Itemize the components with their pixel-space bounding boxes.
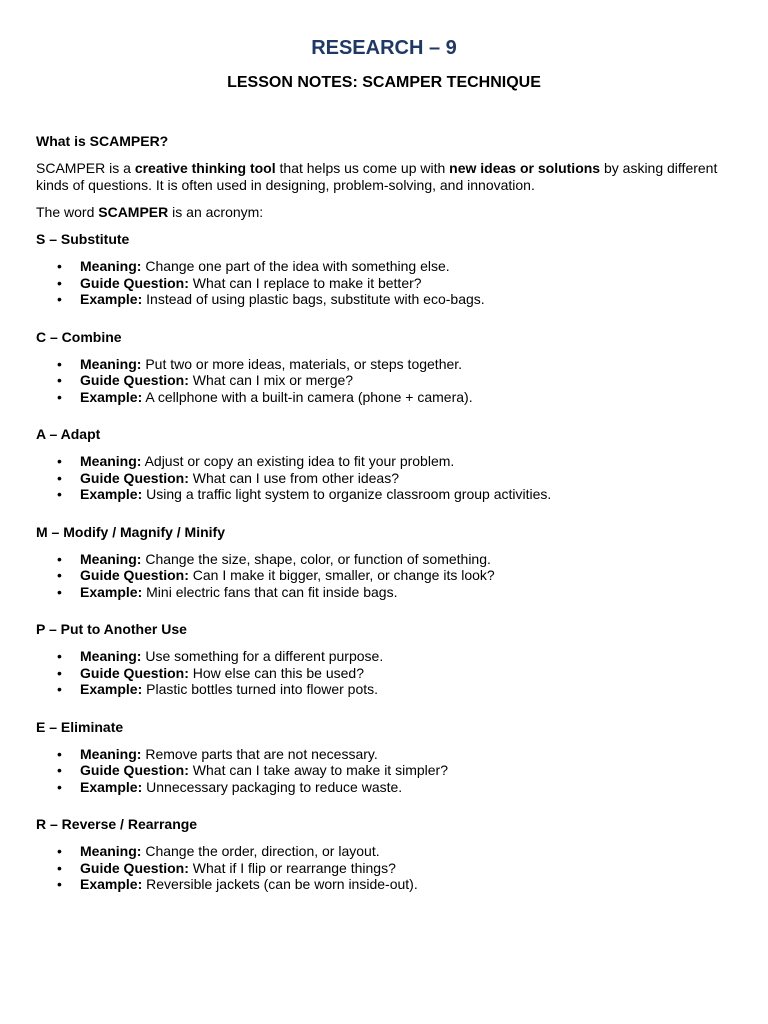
section-heading: M – Modify / Magnify / Minify: [36, 523, 225, 540]
scamper-section-c: [36, 329, 736, 406]
bullet-icon: •: [57, 859, 62, 876]
list-item-example: [36, 584, 736, 601]
list-item-guide-question: [36, 372, 736, 389]
item-label: Guide Question:: [80, 664, 189, 681]
item-text: How else can this be used?: [188, 664, 364, 681]
item-label: Meaning:: [80, 843, 142, 859]
scamper-section-s: [36, 231, 736, 308]
scamper-section-r: [36, 816, 736, 893]
bullet-icon: •: [57, 258, 62, 274]
item-label: Example:: [80, 291, 143, 307]
bullet-icon: •: [57, 567, 62, 583]
acronym-text: is an acronym:: [168, 204, 264, 220]
document-subtitle: LESSON NOTES: SCAMPER TECHNIQUE: [227, 74, 541, 91]
section-heading: R – Reverse / Rearrange: [36, 816, 198, 832]
item-text: What if I flip or rearrange things?: [188, 859, 396, 876]
bullet-list: [36, 453, 736, 503]
bullet-icon: •: [57, 778, 62, 795]
item-text: Change the order, direction, or layout.: [141, 843, 380, 859]
list-item-guide-question: [36, 275, 736, 292]
bullet-icon: •: [57, 372, 62, 388]
bullet-icon: •: [57, 583, 62, 600]
item-text: Remove parts that are not necessary.: [141, 745, 378, 762]
section-heading: P – Put to Another Use: [36, 621, 187, 637]
item-label: Meaning:: [80, 745, 142, 762]
acronym-text: The word: [36, 204, 99, 220]
item-label: Meaning:: [80, 258, 142, 274]
intro-heading: What is SCAMPER?: [36, 133, 169, 149]
item-text: What can I mix or merge?: [188, 372, 354, 388]
item-text: Plastic bottles turned into flower pots.: [142, 681, 379, 697]
item-label: Example:: [80, 876, 143, 892]
bullet-icon: •: [57, 388, 62, 405]
item-label: Guide Question:: [80, 567, 189, 583]
intro-text: by asking different kinds of questions. It is often used in designing, problem-solving, and innovation.: [36, 160, 718, 193]
bullet-icon: •: [57, 762, 62, 778]
section-heading: A – Adapt: [36, 426, 101, 442]
item-text: Mini electric fans that can fit inside bags.: [142, 583, 398, 600]
intro-bold-text: new ideas or solutions: [449, 160, 601, 176]
list-item-example: [36, 876, 736, 893]
item-text: Using a traffic light system to organize classroom group activities.: [142, 486, 552, 502]
list-item-guide-question: [36, 665, 736, 682]
bullet-icon: •: [57, 274, 62, 291]
intro-bold-text: creative thinking tool: [134, 160, 276, 176]
bullet-list: [36, 258, 736, 308]
item-text: Can I make it bigger, smaller, or change its look?: [188, 567, 495, 583]
item-label: Guide Question:: [80, 859, 189, 876]
bullet-icon: •: [57, 453, 62, 469]
item-label: Guide Question:: [80, 372, 189, 388]
section-heading: E – Eliminate: [36, 718, 124, 735]
scamper-section-e: [36, 719, 736, 796]
scamper-section-m: [36, 524, 736, 601]
list-item-meaning: [36, 648, 736, 665]
item-text: What can I use from other ideas?: [188, 469, 399, 486]
document-body: [36, 133, 736, 914]
bullet-icon: •: [57, 745, 62, 762]
bullet-list: [36, 843, 736, 893]
bullet-list: [36, 356, 736, 406]
item-label: Example:: [80, 486, 143, 502]
bullet-icon: •: [57, 469, 62, 486]
list-item-example: [36, 389, 736, 406]
bullet-list: [36, 551, 736, 601]
item-text: A cellphone with a built-in camera (phone + camera).: [142, 388, 473, 405]
scamper-section-a: [36, 426, 736, 503]
item-label: Example:: [80, 388, 143, 405]
list-item-example: [36, 486, 736, 503]
item-label: Example:: [80, 778, 143, 795]
item-label: Meaning:: [80, 550, 142, 567]
item-text: What can I take away to make it simpler?: [188, 762, 448, 778]
section-heading: C – Combine: [36, 328, 122, 345]
item-label: Guide Question:: [80, 762, 189, 778]
item-text: Change one part of the idea with something else.: [141, 258, 450, 274]
scamper-section-p: [36, 621, 736, 698]
item-label: Guide Question:: [80, 469, 189, 486]
bullet-list: [36, 648, 736, 698]
list-item-guide-question: [36, 860, 736, 877]
intro-paragraph: [36, 160, 736, 194]
intro-text: that helps us come up with: [275, 160, 450, 176]
item-text: Instead of using plastic bags, substitute with eco-bags.: [142, 291, 485, 307]
item-text: Reversible jackets (can be worn inside-out).: [142, 876, 418, 892]
bullet-icon: •: [57, 843, 62, 859]
bullet-icon: •: [57, 876, 62, 892]
bullet-icon: •: [57, 291, 62, 307]
section-heading: S – Substitute: [36, 231, 130, 247]
list-item-guide-question: [36, 567, 736, 584]
item-label: Meaning:: [80, 453, 142, 469]
item-label: Example:: [80, 583, 143, 600]
bullet-icon: •: [57, 681, 62, 697]
list-item-meaning: [36, 746, 736, 763]
bullet-list: [36, 746, 736, 796]
bullet-icon: •: [57, 550, 62, 567]
list-item-guide-question: [36, 470, 736, 487]
list-item-meaning: [36, 551, 736, 568]
bullet-icon: •: [57, 648, 62, 664]
acronym-paragraph: [36, 204, 736, 221]
bullet-icon: •: [57, 486, 62, 502]
item-text: Change the size, shape, color, or function of something.: [141, 550, 491, 567]
acronym-bold-text: SCAMPER: [98, 204, 169, 220]
item-text: What can I replace to make it better?: [188, 274, 422, 291]
item-label: Meaning:: [80, 648, 142, 664]
bullet-icon: •: [57, 355, 62, 372]
list-item-meaning: [36, 356, 736, 373]
list-item-guide-question: [36, 762, 736, 779]
document-title: RESEARCH – 9: [311, 37, 457, 59]
intro-text: SCAMPER is a: [36, 160, 135, 176]
item-label: Example:: [80, 681, 143, 697]
list-item-meaning: [36, 843, 736, 860]
item-text: Adjust or copy an existing idea to fit your problem.: [141, 453, 455, 469]
list-item-example: [36, 291, 736, 308]
item-text: Unnecessary packaging to reduce waste.: [142, 778, 403, 795]
list-item-example: [36, 779, 736, 796]
list-item-meaning: [36, 453, 736, 470]
list-item-example: [36, 681, 736, 698]
item-text: Put two or more ideas, materials, or steps together.: [141, 355, 463, 372]
bullet-icon: •: [57, 664, 62, 681]
item-text: Use something for a different purpose.: [141, 648, 384, 664]
list-item-meaning: [36, 258, 736, 275]
item-label: Guide Question:: [80, 274, 189, 291]
item-label: Meaning:: [80, 355, 142, 372]
